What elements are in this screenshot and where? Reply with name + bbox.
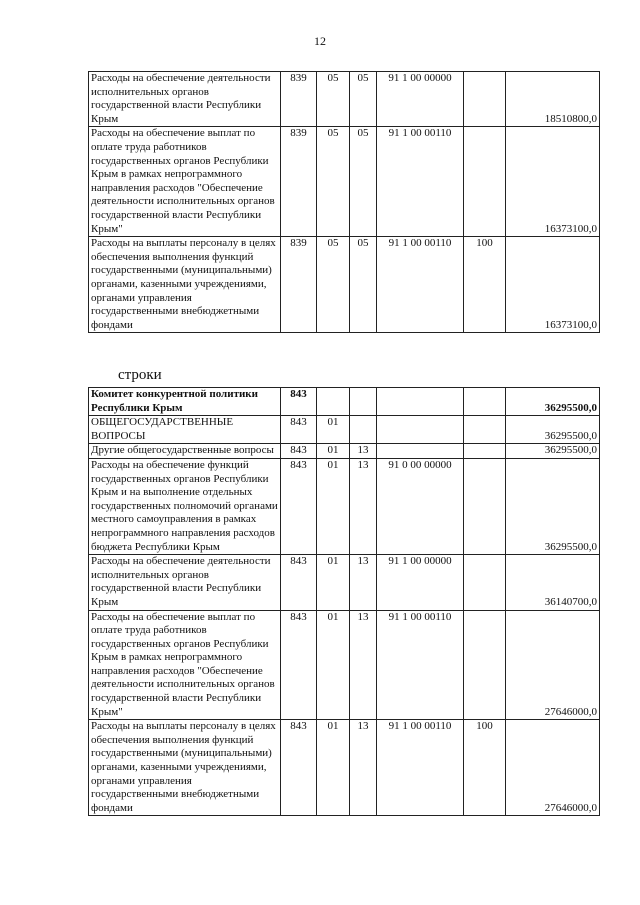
row-name: Расходы на обеспечение функций государственных органов Республики Крым и на выполнение отдельных государственных полномочий органами местного самоуправления в рамках непрограммного направления расходов бюджета Республики Крым [89,458,281,554]
row-name: Расходы на выплаты персоналу в целях обеспечения выполнения функций государственными (муниципальными) органами, казенными учреждениями, органами управления государственными внебюджетными фондами [89,237,281,333]
table-row [89,720,600,816]
row-rz-code: 01 [317,610,350,720]
row-vr-code [464,127,506,237]
table-row [89,555,600,610]
row-pr-code: 13 [350,720,377,816]
row-gr-code: 843 [281,388,317,416]
row-pr-code: 13 [350,444,377,459]
table-row [89,416,600,444]
row-gr-code: 843 [281,416,317,444]
row-name: Расходы на обеспечение выплат по оплате труда работников государственных органов Республики Крым в рамках непрограммного направления расходов "Обеспечение деятельности исполнительных органов государственной власти Республики Крым" [89,610,281,720]
row-gr-code: 839 [281,72,317,127]
table-row [89,458,600,554]
row-pr-code: 13 [350,610,377,720]
budget-table-1 [88,71,600,333]
row-vr-code [464,444,506,459]
row-gr-code: 839 [281,127,317,237]
row-sum: 36295500,0 [506,388,600,416]
row-pr-code: 13 [350,458,377,554]
row-csr-code [377,416,464,444]
row-sum: 27646000,0 [506,720,600,816]
row-rz-code: 01 [317,458,350,554]
row-vr-code [464,72,506,127]
row-rz-code: 05 [317,127,350,237]
row-sum: 36295500,0 [506,458,600,554]
row-vr-code [464,388,506,416]
row-name: Расходы на обеспечение деятельности исполнительных органов государственной власти Республики Крым [89,72,281,127]
row-vr-code [464,610,506,720]
row-sum: 27646000,0 [506,610,600,720]
row-csr-code: 91 0 00 00000 [377,458,464,554]
row-gr-code: 843 [281,720,317,816]
table-row [89,237,600,333]
row-name: Другие общегосударственные вопросы [89,444,281,459]
row-sum: 16373100,0 [506,237,600,333]
row-gr-code: 839 [281,237,317,333]
row-rz-code: 01 [317,720,350,816]
row-pr-code: 05 [350,127,377,237]
row-csr-code: 91 1 00 00000 [377,555,464,610]
row-pr-code: 05 [350,72,377,127]
row-vr-code: 100 [464,720,506,816]
row-vr-code [464,416,506,444]
row-rz-code [317,388,350,416]
row-gr-code: 843 [281,555,317,610]
budget-table-2 [88,387,600,816]
row-csr-code: 91 1 00 00110 [377,720,464,816]
row-name: Комитет конкурентной политики Республики Крым [89,388,281,416]
table-row [89,444,600,459]
row-csr-code: 91 1 00 00110 [377,610,464,720]
table-row [89,127,600,237]
row-rz-code: 05 [317,237,350,333]
row-csr-code [377,388,464,416]
row-csr-code: 91 1 00 00000 [377,72,464,127]
row-rz-code: 01 [317,555,350,610]
row-vr-code [464,458,506,554]
row-gr-code: 843 [281,610,317,720]
row-pr-code [350,416,377,444]
row-rz-code: 01 [317,444,350,459]
table-row [89,610,600,720]
row-rz-code: 05 [317,72,350,127]
page-number: 12 [314,34,326,48]
row-csr-code: 91 1 00 00110 [377,237,464,333]
row-sum: 16373100,0 [506,127,600,237]
row-sum: 36295500,0 [506,444,600,459]
row-csr-code [377,444,464,459]
row-name: ОБЩЕГОСУДАРСТВЕННЫЕ ВОПРОСЫ [89,416,281,444]
row-csr-code: 91 1 00 00110 [377,127,464,237]
row-vr-code: 100 [464,237,506,333]
row-pr-code: 13 [350,555,377,610]
row-pr-code: 05 [350,237,377,333]
row-name: Расходы на обеспечение деятельности исполнительных органов государственной власти Республики Крым [89,555,281,610]
row-name: Расходы на обеспечение выплат по оплате труда работников государственных органов Республики Крым в рамках непрограммного направления расходов "Обеспечение деятельности исполнительных органов государственной власти Республики Крым" [89,127,281,237]
row-sum: 18510800,0 [506,72,600,127]
table-row [89,388,600,416]
row-pr-code [350,388,377,416]
row-vr-code [464,555,506,610]
row-name: Расходы на выплаты персоналу в целях обеспечения выполнения функций государственными (муниципальными) органами, казенными учреждениями, органами управления государственными внебюджетными фондами [89,720,281,816]
row-gr-code: 843 [281,458,317,554]
section-label: строки [118,367,162,383]
row-gr-code: 843 [281,444,317,459]
row-sum: 36295500,0 [506,416,600,444]
row-sum: 36140700,0 [506,555,600,610]
table-row [89,72,600,127]
row-rz-code: 01 [317,416,350,444]
